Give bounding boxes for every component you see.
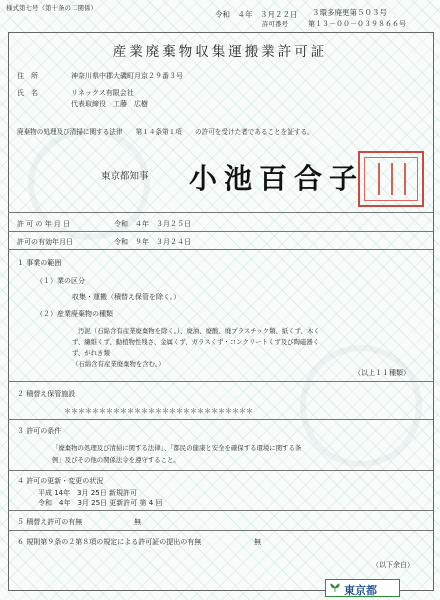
address-value: 神奈川県中郡大磯町月京２９番３号 — [71, 72, 183, 80]
divider-line — [8, 212, 433, 213]
tokyo-metropolitan-logo — [325, 579, 400, 597]
certificate-submission-value: 無 — [254, 538, 261, 546]
renewal-history-line: 平成 14年 3月 25日 新規許可 — [38, 489, 137, 497]
divider-line — [8, 231, 433, 232]
divider-line — [8, 470, 433, 471]
section-certificate-submission-title: ６ 規則第９条の２第８項の規定による許可証の提出の有無 — [17, 538, 202, 546]
certification-text: 廃棄物の処理及び清掃に関する法律 第１４条第１項 の許可を受けた者であることを証する。 — [17, 128, 314, 136]
section-conditions-title: ３ 許可の条件 — [17, 427, 62, 435]
governor-seal-stamp — [358, 151, 424, 207]
ginkgo-leaf-icon — [330, 583, 340, 593]
divider-line — [8, 510, 433, 511]
governor-signature: 小池百合子 — [189, 162, 365, 195]
form-label: 様式第七号（第十条の二関係） — [6, 4, 97, 12]
permit-date-value: 令和 ４年 ３月２５日 — [114, 220, 191, 228]
business-category-label: （１）業の区分 — [36, 277, 85, 285]
address-label: 住 所 — [17, 72, 38, 80]
expiry-value: 令和 ９年 ３月２４日 — [114, 238, 191, 246]
expiry-label: 許可の有効年月日 — [17, 238, 73, 246]
section-storage-facility-title: ２ 積替え保管施設 — [17, 390, 76, 398]
governor-title: 東京都知事 — [101, 171, 149, 182]
waste-types-line: （石綿含有産業廃棄物を含む。） — [72, 360, 165, 368]
waste-types-line: 汚泥（石綿含有産業廃棄物を除く。）、廃油、廃酸、廃プラスチック類、紙くず、木く — [78, 327, 320, 335]
divider-line — [8, 381, 433, 382]
conditions-line: 「廃棄物の処理及び清掃に関する法律」、「都民の健康と安全を確保する環境に関する条 — [52, 444, 302, 452]
waste-types-label: （２）産業廃棄物の種類 — [36, 310, 113, 318]
renewal-history-line: 令和 4年 3月 25日 更新許可 第 4 回 — [38, 499, 163, 507]
permit-date-label: 許 可 の 年 月 日 — [17, 220, 71, 228]
section-transfer-permit-title: ５ 積替え許可の有無 — [17, 518, 83, 526]
permit-number: 第１３－００－０３９８６６号 — [308, 20, 406, 28]
divider-line — [8, 249, 433, 250]
conditions-line: 例」及びその他の関係法令を遵守すること。 — [52, 456, 180, 464]
storage-facility-value: ＊＊＊＊＊＊＊＊＊＊＊＊＊＊＊＊＊＊＊＊＊＊＊＊＊＊＊ — [64, 407, 253, 415]
waste-types-line: ず、がれき類 — [72, 349, 110, 357]
section-business-scope-title: １ 事業の範囲 — [17, 259, 62, 267]
document-title: 産業廃棄物収集運搬業許可証 — [112, 44, 328, 60]
issue-date: 令和 ４年 ３月２２日 — [215, 10, 298, 19]
logo-text: 東京都 — [344, 584, 377, 597]
business-category-value: 収集・運搬（積替え保管を除く。） — [72, 293, 181, 301]
transfer-permit-value: 無 — [134, 518, 141, 526]
divider-line — [8, 419, 433, 420]
name-label: 氏 名 — [17, 89, 38, 97]
waste-types-line: ず、繊維くず、動植物性残さ、金属くず、ガラスくず・コンクリートくず及び陶磁器く — [72, 338, 320, 346]
representative-name: 代表取締役 工藤 広樹 — [71, 100, 148, 108]
office-number: ３環多廃更第５０３号 — [312, 8, 387, 17]
company-name: リネックス有限会社 — [71, 89, 134, 97]
permit-number-label: 許可番号 — [262, 20, 288, 28]
closing-remark: （以下余白） — [372, 561, 414, 569]
divider-line — [8, 530, 433, 531]
section-renewal-title: ４ 許可の更新・変更の状況 — [17, 477, 104, 485]
waste-types-count: （以上１１種類） — [354, 369, 410, 377]
